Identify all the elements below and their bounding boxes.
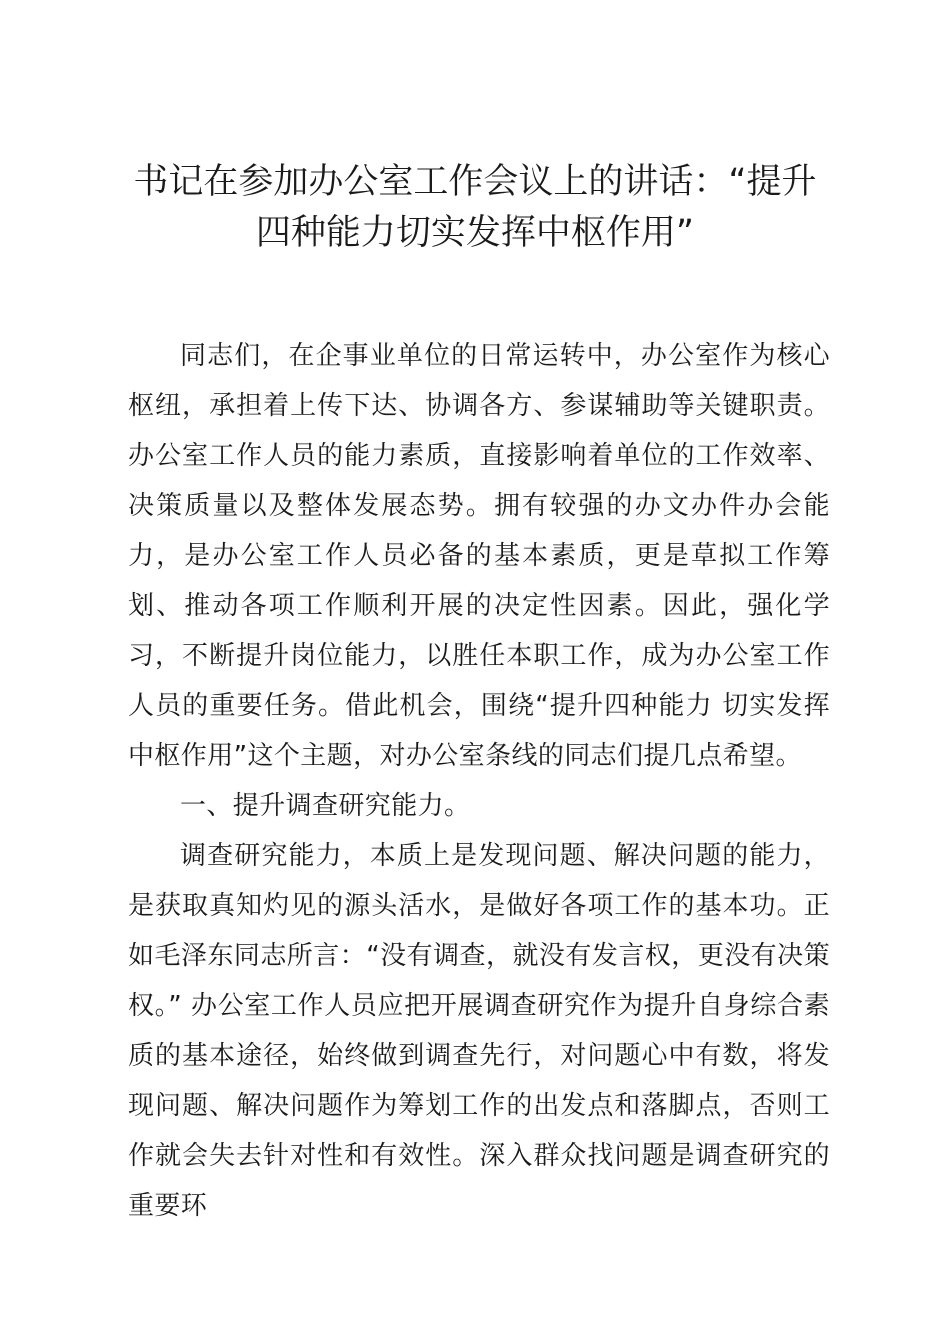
paragraph-intro: 同志们，在企事业单位的日常运转中，办公室作为核心枢纽，承担着上传下达、协调各方、参谋辅助等关键职责。办公室工作人员的能力素质，直接影响着单位的工作效率、决策质量以及整体发展态势。拥有较强的办文办件办会能力，是办公室工作人员必备的基本素质，更是草拟工作筹划、推动各项工作顺利开展的决定性因素。因此，强化学习，不断提升岗位能力，以胜任本职工作，成为办公室工作人员的重要任务。借此机会，围绕“提升四种能力 切实发挥中枢作用”这个主题，对办公室条线的同志们提几点希望。	[128, 341, 830, 771]
section-heading-1: 一、提升调查研究能力。	[180, 791, 471, 821]
document-title: 书记在参加办公室工作会议上的讲话：“提升四种能力切实发挥中枢作用”	[133, 162, 817, 253]
paragraph-section-1: 调查研究能力，本质上是发现问题、解决问题的能力，是获取真知灼见的源头活水，是做好各项工作的基本功。正如毛泽东同志所言：“没有调查，就没有发言权，更没有决策权。” 办公室工作人员应把开展调查研究作为提升自身综合素质的基本途径，始终做到调查先行，对问题心中有数，将发现问题、解决问题作为筹划工作的出发点和落脚点，否则工作就会失去针对性和有效性。深入群众找问题是调查研究的重要环	[128, 841, 830, 1221]
document-body	[128, 331, 830, 1231]
